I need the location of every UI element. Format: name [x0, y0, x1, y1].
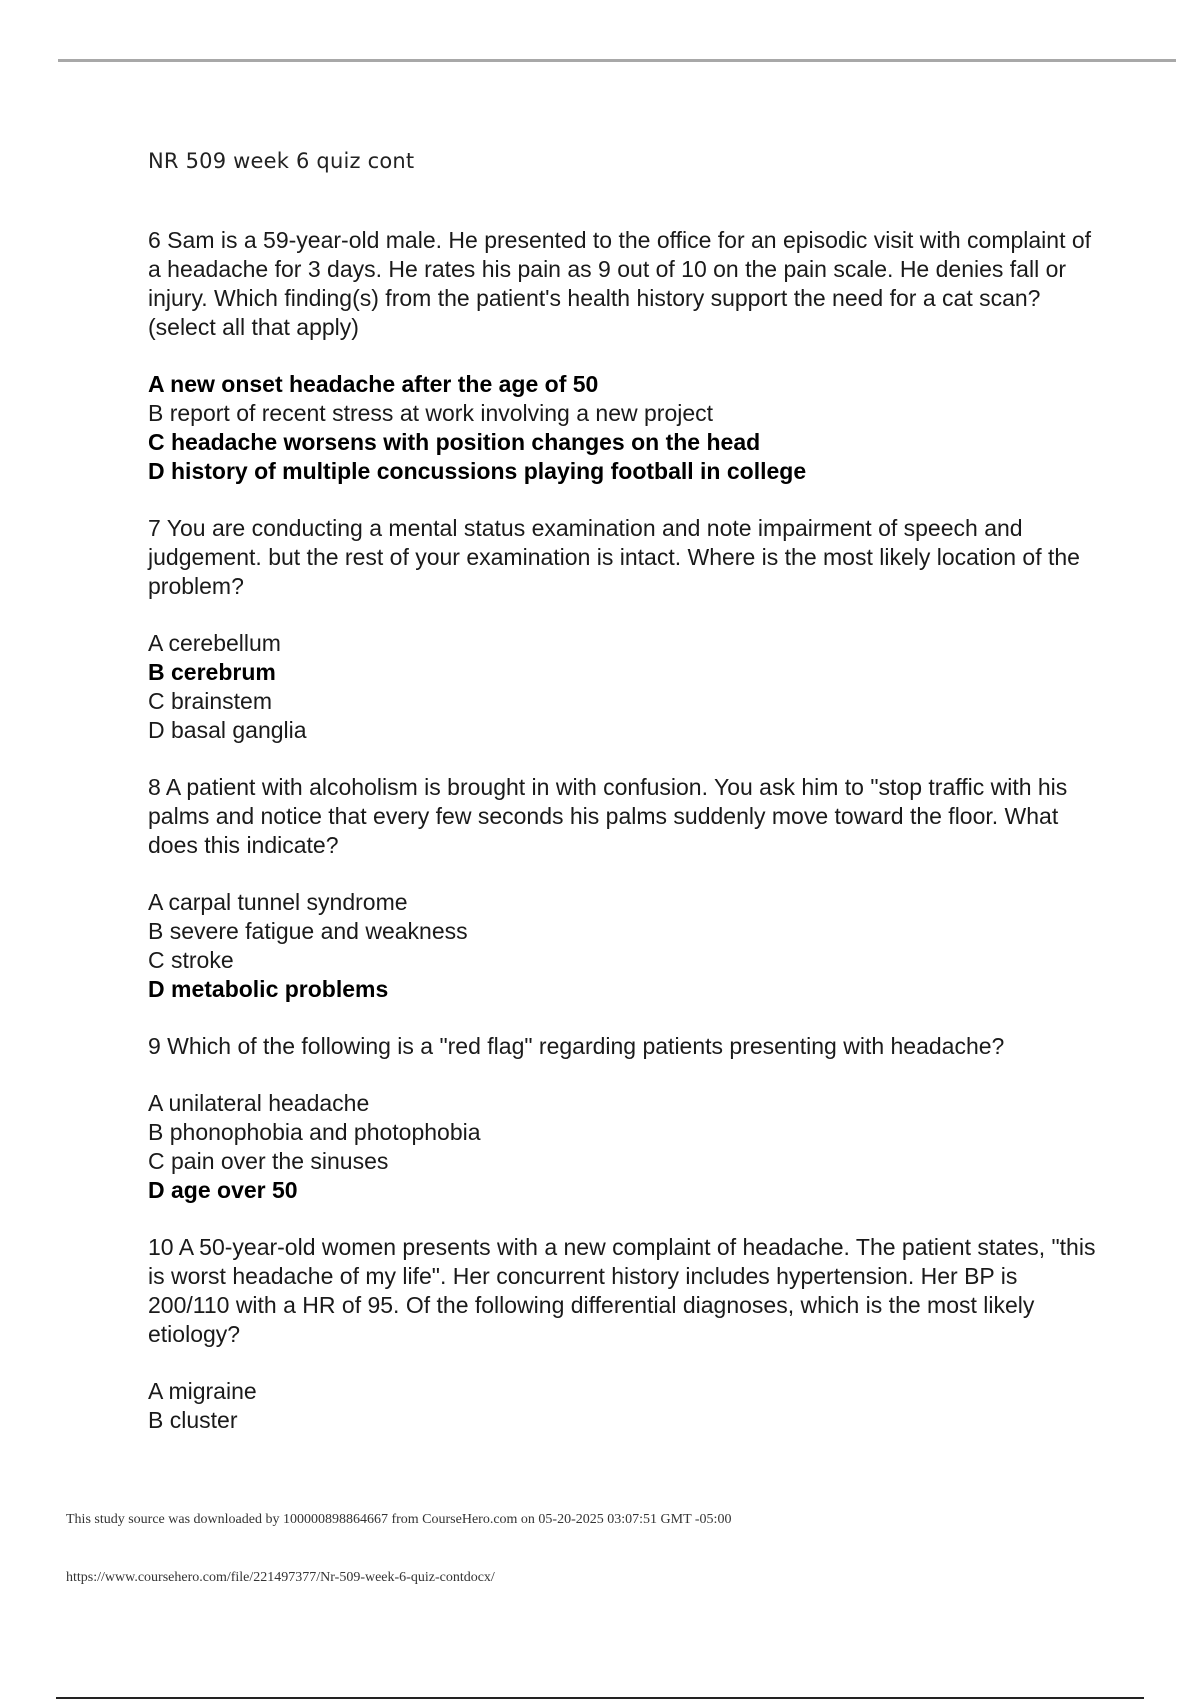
- question-stem: 9 Which of the following is a "red flag" regarding patients presenting with headache?: [148, 1033, 1005, 1059]
- question-10: [148, 1233, 1098, 1435]
- bottom-rule: [56, 1697, 1144, 1699]
- question-stem: 10 A 50-year-old women presents with a new complaint of headache. The patient states, "this is worst headache of my life". Her concurrent history includes hypertension. Her BP is 200/110 with a HR of 95. Of the following differential diagnoses, which is the most likely etiology?: [148, 1234, 1096, 1347]
- answer-options: [148, 629, 1098, 745]
- question-stem: 8 A patient with alcoholism is brought in with confusion. You ask him to "stop traffic with his palms and notice that every few seconds his palms suddenly move toward the floor. What does this indicate?: [148, 774, 1068, 858]
- question-stem: 7 You are conducting a mental status examination and note impairment of speech and judgement. but the rest of your examination is intact. Where is the most likely location of the problem?: [148, 515, 1080, 599]
- question-8: [148, 773, 1098, 1004]
- answer-option: C pain over the sinuses: [148, 1148, 389, 1174]
- answer-options: [148, 888, 1098, 1004]
- answer-option-correct: D history of multiple concussions playing football in college: [148, 458, 807, 484]
- question-7: [148, 514, 1098, 745]
- answer-option: B severe fatigue and weakness: [148, 918, 468, 944]
- answer-option-correct: D metabolic problems: [148, 976, 389, 1002]
- answer-option-correct: A new onset headache after the age of 50: [148, 371, 599, 397]
- source-url: https://www.coursehero.com/file/221497377/Nr-509-week-6-quiz-contdocx/: [66, 1570, 495, 1585]
- question-6: [148, 226, 1098, 486]
- answer-option: B cluster: [148, 1407, 238, 1433]
- answer-option: C brainstem: [148, 688, 272, 714]
- answer-option-correct: B cerebrum: [148, 659, 276, 685]
- answer-option: A migraine: [148, 1378, 257, 1404]
- top-rule: [58, 59, 1176, 62]
- answer-option-correct: C headache worsens with position changes on the head: [148, 429, 761, 455]
- answer-options: [148, 1089, 1098, 1205]
- answer-option: B phonophobia and photophobia: [148, 1119, 481, 1145]
- answer-options: [148, 1377, 1098, 1435]
- answer-option: D basal ganglia: [148, 717, 307, 743]
- answer-options: [148, 370, 1098, 486]
- answer-option-correct: D age over 50: [148, 1177, 298, 1203]
- question-stem: 6 Sam is a 59-year-old male. He presented to the office for an episodic visit with complaint of a headache for 3 days. He rates his pain as 9 out of 10 on the pain scale. He denies fall or injury. Which finding(s) from the patient's health history support the need for a cat scan? (select all that apply): [148, 227, 1092, 340]
- question-9: [148, 1032, 1098, 1205]
- download-source-notice: This study source was downloaded by 100000898864667 from CourseHero.com on 05-20-2025 03:07:51 GMT -05:00: [66, 1512, 732, 1527]
- document-title: NR 509 week 6 quiz cont: [148, 149, 415, 173]
- answer-option: C stroke: [148, 947, 234, 973]
- answer-option: A cerebellum: [148, 630, 281, 656]
- answer-option: A unilateral headache: [148, 1090, 370, 1116]
- answer-option: A carpal tunnel syndrome: [148, 889, 408, 915]
- answer-option: B report of recent stress at work involving a new project: [148, 400, 714, 426]
- quiz-content: [148, 226, 1098, 1463]
